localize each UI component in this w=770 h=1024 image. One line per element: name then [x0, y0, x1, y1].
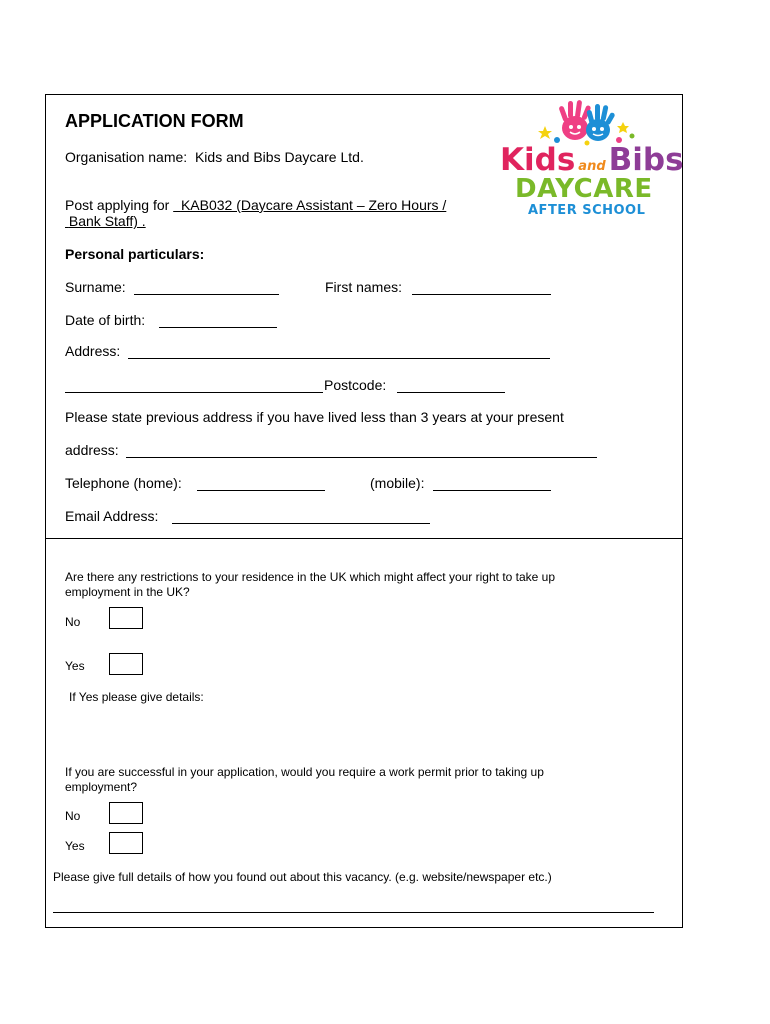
previous-address-label-2: address: — [65, 442, 119, 458]
mobile-label: (mobile): — [370, 475, 425, 491]
post-value-line2-wrap — [65, 213, 146, 229]
residence-question-line2: employment in the UK? — [65, 585, 190, 599]
organisation-label — [65, 149, 364, 165]
work-permit-yes-label: Yes — [65, 839, 85, 853]
logo-bibs: Bibs — [608, 142, 684, 178]
first-names-label: First names: — [325, 279, 403, 295]
residence-no-checkbox[interactable] — [109, 607, 143, 629]
dot-icon — [630, 134, 635, 139]
post-label: Post applying for — [65, 197, 170, 213]
work-permit-no-checkbox[interactable] — [109, 802, 143, 824]
surname-label: Surname: — [65, 279, 126, 295]
post-value-line1-text: KAB032 (Daycare Assistant – Zero Hours / — [180, 197, 447, 213]
mobile-field[interactable] — [433, 475, 551, 491]
vacancy-question: Please give full details of how you found out about this vacancy. (e.g. website/newspaper etc.) — [53, 870, 552, 884]
personal-particulars-heading: Personal particulars: — [65, 246, 205, 262]
post-value-line1 — [173, 197, 446, 213]
section-divider — [45, 538, 683, 539]
work-permit-no-label: No — [65, 809, 81, 823]
address-field-line2[interactable] — [65, 377, 323, 393]
surname-field[interactable] — [134, 279, 279, 295]
telephone-home-field[interactable] — [197, 475, 325, 491]
telephone-home-label: Telephone (home): — [65, 475, 182, 491]
email-field[interactable] — [172, 508, 430, 524]
logo-after-school: AFTER SCHOOL — [528, 203, 646, 218]
logo-kids: Kids — [500, 142, 576, 178]
address-field-line1[interactable] — [128, 343, 550, 359]
hands-logo-icon — [495, 98, 675, 148]
form-title: APPLICATION FORM — [65, 111, 244, 131]
pink-hand-icon — [558, 100, 591, 140]
logo-and: and — [578, 159, 606, 174]
organisation-value: Kids and Bibs Daycare Ltd. — [194, 149, 364, 165]
residence-question-line1: Are there any restrictions to your residence in the UK which might affect your right to take up — [65, 570, 556, 584]
post-value-line2: Bank Staff) . — [68, 213, 146, 229]
post-applying-row — [65, 197, 446, 213]
kids-and-bibs-logo — [495, 98, 684, 223]
first-names-field[interactable] — [412, 279, 551, 295]
dob-field[interactable] — [159, 312, 277, 328]
vacancy-details-field[interactable] — [53, 897, 654, 913]
email-label: Email Address: — [65, 508, 159, 524]
postcode-field[interactable] — [397, 377, 505, 393]
work-permit-question-line2: employment? — [65, 780, 138, 794]
residence-yes-label: Yes — [65, 659, 85, 673]
star-icon — [538, 126, 552, 139]
previous-address-field[interactable] — [126, 442, 597, 458]
organisation-label-text: Organisation name: — [65, 149, 188, 165]
postcode-label: Postcode: — [324, 377, 387, 393]
previous-address-label: Please state previous address if you have lived less than 3 years at your present — [65, 409, 564, 425]
address-label: Address: — [65, 343, 121, 359]
residence-yes-checkbox[interactable] — [109, 653, 143, 675]
star-icon — [617, 122, 629, 133]
work-permit-yes-checkbox[interactable] — [109, 832, 143, 854]
logo-daycare: DAYCARE — [515, 174, 653, 204]
blue-hand-icon — [586, 104, 616, 141]
logo-wordmark — [500, 142, 684, 178]
residence-no-label: No — [65, 615, 81, 629]
residence-details-label: If Yes please give details: — [69, 690, 204, 704]
work-permit-question-line1: If you are successful in your application, would you require a work permit prior to taking up — [65, 765, 544, 779]
dob-label: Date of birth: — [65, 312, 146, 328]
